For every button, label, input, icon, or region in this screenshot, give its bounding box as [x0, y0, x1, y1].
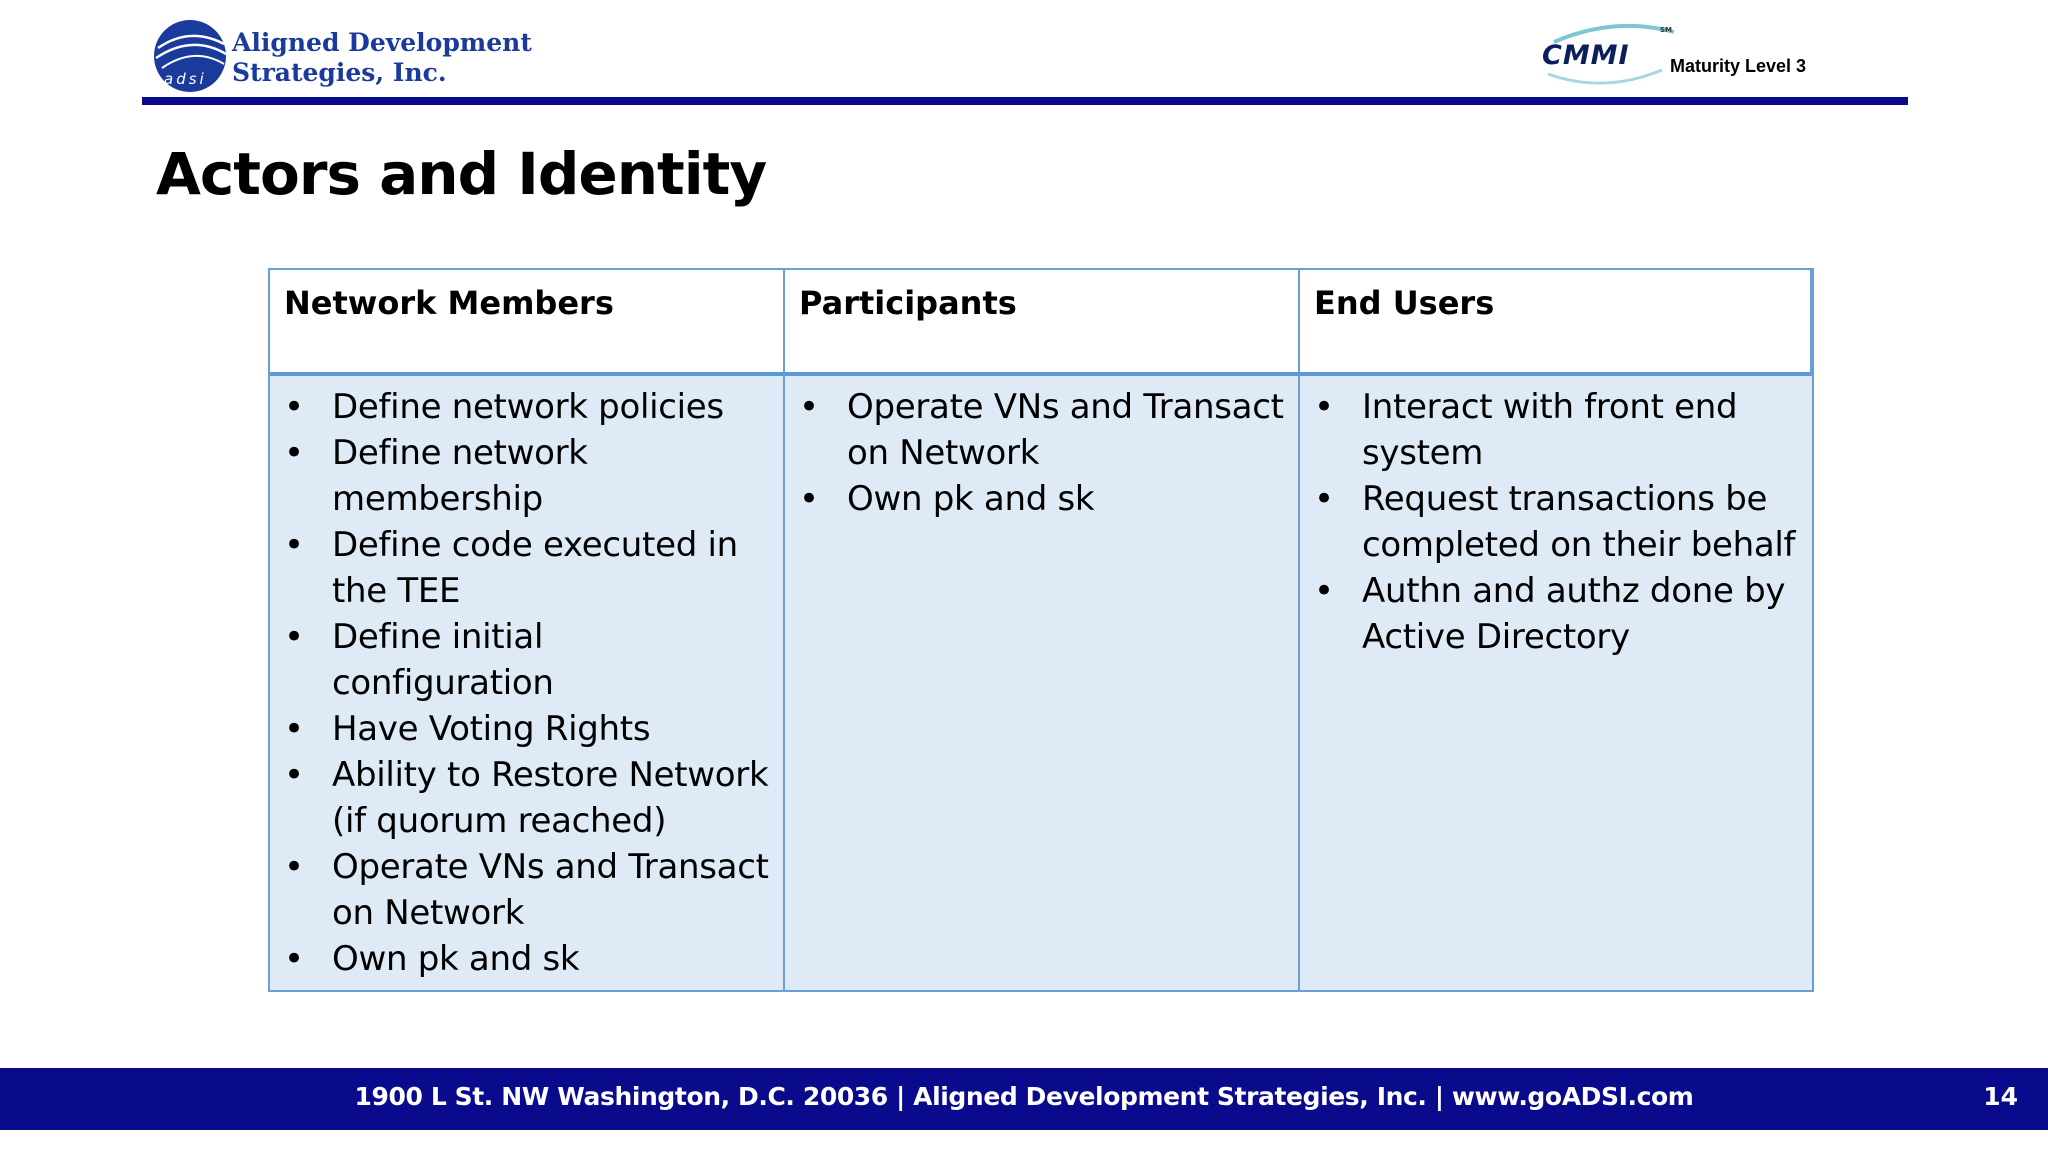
- list-item: • Interact with front end system: [1314, 384, 1798, 476]
- cmmi-logo: [1534, 16, 1834, 88]
- cmmi-sm-mark: SM: [1660, 26, 1673, 34]
- page-number: 14: [1983, 1082, 2018, 1111]
- list-item: • Operate VNs and Transact on Network: [284, 844, 769, 936]
- company-name-line1: Aligned Development: [232, 28, 532, 57]
- adsi-mark: adsi: [164, 70, 207, 88]
- bullet-list: [1314, 384, 1798, 660]
- bullet-list: [799, 384, 1284, 522]
- column-body-participants: [785, 376, 1300, 990]
- column-header-end-users: End Users: [1300, 270, 1812, 376]
- slide-title: Actors and Identity: [156, 140, 767, 208]
- list-item: • Own pk and sk: [799, 476, 1284, 522]
- company-logo: [152, 18, 532, 96]
- list-item: • Own pk and sk: [284, 936, 769, 982]
- list-item: • Have Voting Rights: [284, 706, 769, 752]
- cmmi-word: CMMI: [1542, 40, 1630, 71]
- list-item: • Define network membership: [284, 430, 769, 522]
- column-header-network-members: Network Members: [270, 270, 785, 376]
- list-item: • Ability to Restore Network (if quorum reached): [284, 752, 769, 844]
- adsi-globe-icon: [152, 18, 228, 94]
- list-item: • Define initial configuration: [284, 614, 769, 706]
- list-item: • Request transactions be completed on their behalf: [1314, 476, 1798, 568]
- list-item: • Authn and authz done by Active Directory: [1314, 568, 1798, 660]
- list-item: • Define network policies: [284, 384, 769, 430]
- list-item: • Define code executed in the TEE: [284, 522, 769, 614]
- list-item: • Operate VNs and Transact on Network: [799, 384, 1284, 476]
- bullet-list: [284, 384, 769, 982]
- footer-address: 1900 L St. NW Washington, D.C. 20036 | Aligned Development Strategies, Inc. | www.goADSI.com: [354, 1082, 1694, 1111]
- header-divider: [142, 97, 1908, 105]
- footer-bar: [0, 1068, 2048, 1130]
- column-body-end-users: [1300, 376, 1812, 990]
- company-name-line2: Strategies, Inc.: [232, 58, 447, 87]
- actors-table: [268, 268, 1814, 992]
- maturity-level: Maturity Level 3: [1670, 56, 1807, 76]
- column-header-participants: Participants: [785, 270, 1300, 376]
- company-name: [232, 28, 532, 88]
- column-body-network-members: [270, 376, 785, 990]
